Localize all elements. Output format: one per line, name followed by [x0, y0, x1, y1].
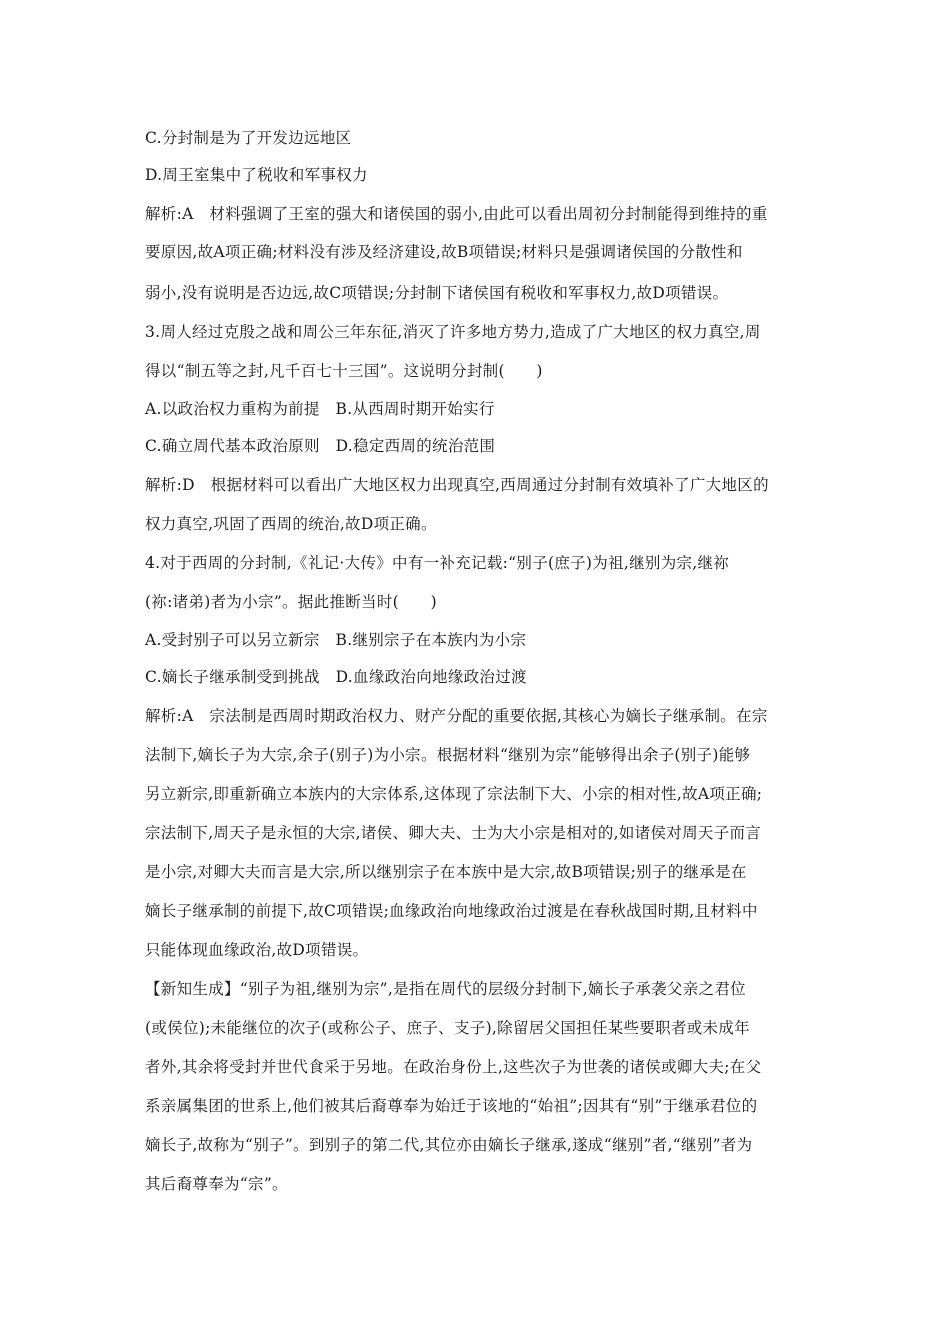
analysis-4-line-7: 只能体现血缘政治,故D项错误。 [145, 941, 369, 959]
question-3-line-2: 得以“制五等之封,凡千百七十三国”。这说明分封制( ) [145, 362, 543, 380]
analysis-4-line-2: 法制下,嫡长子为大宗,余子(别子)为小宗。根据材料“继别为宗”能够得出余子(别子)能够 [145, 746, 751, 764]
analysis-3-line-2: 权力真空,巩固了西周的统治,故D项正确。 [145, 515, 437, 533]
analysis-4-line-6: 嫡长子继承制的前提下,故C项错误;血缘政治向地缘政治过渡是在春秋战国时期,且材料中 [145, 902, 758, 920]
question-4-line-1: 4.对于西周的分封制,《礼记·大传》中有一补充记载:“别子(庶子)为祖,继别为宗,继祢 [145, 554, 730, 572]
option-c: C.分封制是为了开发边远地区 [145, 129, 352, 147]
analysis-2-line-2: 要原因,故A项正确;材料没有涉及经济建设,故B项错误;材料只是强调诸侯国的分散性和 [145, 243, 743, 261]
analysis-4-line-4: 宗法制下,周天子是永恒的大宗,诸侯、卿大夫、士为大小宗是相对的,如诸侯对周天子而言 [145, 824, 762, 842]
analysis-4-line-1: 解析:A 宗法制是西周时期政治权力、财产分配的重要依据,其核心为嫡长子继承制。在宗 [145, 707, 768, 725]
question-3-line-1: 3.周人经过克殷之战和周公三年东征,消灭了许多地方势力,造成了广大地区的权力真空,周 [145, 323, 761, 341]
question-3-options-ab: A.以政治权力重构为前提 B.从西周时期开始实行 [145, 400, 495, 418]
question-4-options-ab: A.受封别子可以另立新宗 B.继别宗子在本族内为小宗 [145, 631, 527, 649]
analysis-3-line-1: 解析:D 根据材料可以看出广大地区权力出现真空,西周通过分封制有效填补了广大地区的 [145, 476, 769, 494]
question-4-line-2: (祢:诸弟)者为小宗”。据此推断当时( ) [145, 593, 437, 611]
question-4-options-cd: C.嫡长子继承制受到挑战 D.血缘政治向地缘政治过渡 [145, 668, 527, 686]
option-d: D.周王室集中了税收和军事权力 [145, 166, 368, 184]
new-knowledge-line-1: 【新知生成】“别子为祖,继别为宗”,是指在周代的层级分封制下,嫡长子承袭父亲之君位 [145, 980, 746, 998]
new-knowledge-line-6: 其后裔尊奉为“宗”。 [145, 1175, 288, 1193]
question-3-options-cd: C.确立周代基本政治原则 D.稳定西周的统治范围 [145, 437, 496, 455]
new-knowledge-line-4: 系亲属集团的世系上,他们被其后裔尊奉为始迁于该地的“始祖”;因其有“别”于继承君位的 [145, 1097, 758, 1115]
analysis-2-line-3: 弱小,没有说明是否边远,故C项错误;分封制下诸侯国有税收和军事权力,故D项错误。 [145, 284, 729, 302]
analysis-4-line-5: 是小宗,对卿大夫而言是大宗,所以继别宗子在本族中是大宗,故B项错误;别子的继承是在 [145, 863, 747, 881]
new-knowledge-line-5: 嫡长子,故称为“别子”。到别子的第二代,其位亦由嫡长子继承,遂成“继别”者,“继别”者为 [145, 1136, 753, 1154]
new-knowledge-line-2: (或侯位);未能继位的次子(或称公子、庶子、支子),除留居父国担任某些要职者或未成年 [145, 1019, 750, 1037]
analysis-4-line-3: 另立新宗,即重新确立本族内的大宗体系,这体现了宗法制下大、小宗的相对性,故A项正确; [145, 785, 763, 803]
analysis-2-line-1: 解析:A 材料强调了王室的强大和诸侯国的弱小,由此可以看出周初分封制能得到维持的重 [145, 205, 768, 223]
new-knowledge-line-3: 者外,其余将受封并世代食采于另地。在政治身份上,这些次子为世袭的诸侯或卿大夫;在父 [145, 1058, 762, 1076]
